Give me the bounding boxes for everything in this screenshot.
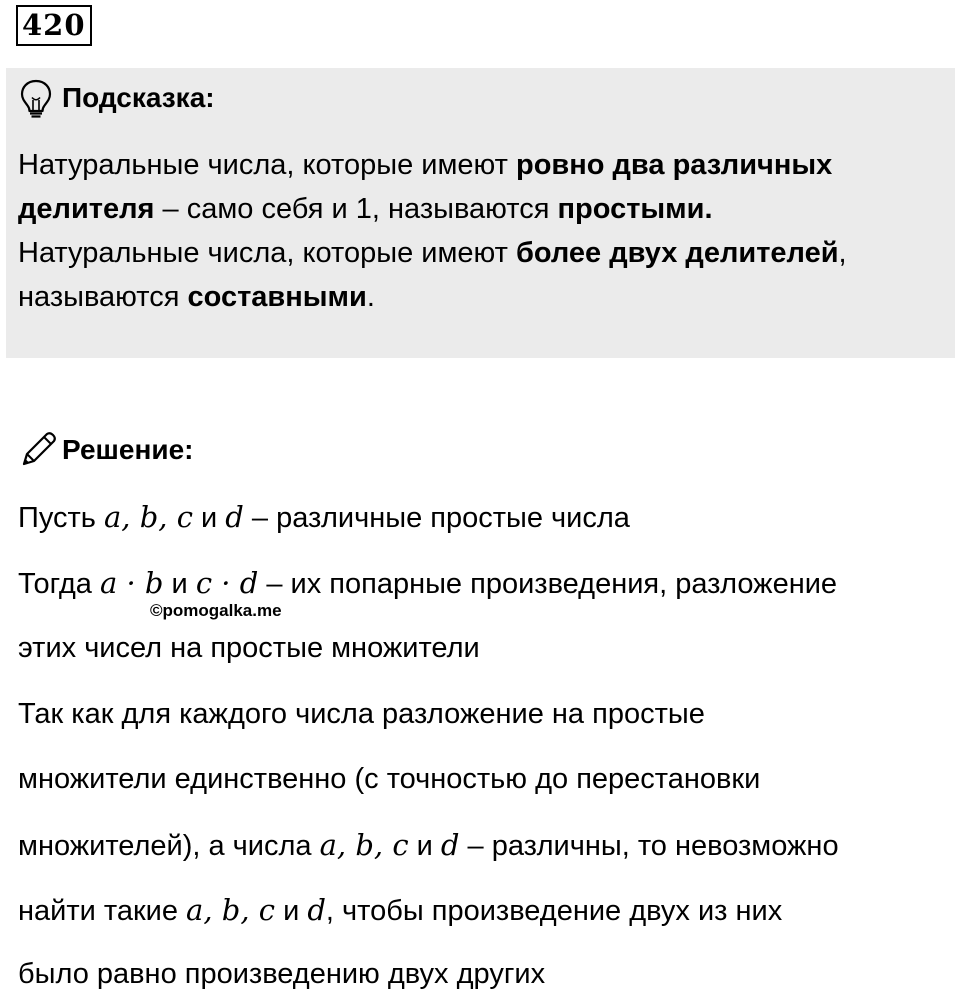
solution-text: найти такие bbox=[18, 895, 187, 927]
math-product: a · b bbox=[99, 566, 164, 600]
hint-term-prime: простыми. bbox=[557, 193, 713, 225]
solution-text: и bbox=[163, 568, 196, 600]
solution-text: и bbox=[408, 830, 441, 862]
solution-line-3: этих чисел на простые множители bbox=[18, 632, 480, 664]
solution-text: – различные простые числа bbox=[243, 502, 630, 534]
lightbulb-icon bbox=[18, 78, 54, 118]
solution-line-7 bbox=[18, 890, 782, 931]
solution-text: – их попарные произведения, разложение bbox=[258, 568, 838, 600]
hint-text-part: , называются bbox=[18, 237, 847, 313]
solution-text: Тогда bbox=[18, 568, 100, 600]
solution-line-8: было равно произведению двух других bbox=[18, 958, 546, 990]
hint-term-prime-definition: ровно два различных делителя bbox=[18, 149, 833, 225]
math-variables: a, b, c bbox=[103, 500, 193, 534]
solution-text: , чтобы произведение двух из них bbox=[325, 895, 783, 927]
hint-text-part: – само себя и 1, называются bbox=[154, 193, 558, 225]
solution-line-2 bbox=[18, 563, 837, 604]
solution-heading bbox=[18, 430, 193, 470]
math-variable: d bbox=[440, 828, 460, 862]
math-variables: a, b, c bbox=[319, 828, 409, 862]
hint-text bbox=[18, 143, 943, 319]
hint-heading-text: Подсказка: bbox=[62, 82, 215, 113]
hint-heading bbox=[18, 78, 215, 118]
solution-text: и bbox=[192, 502, 226, 534]
hint-text-part: Натуральные числа, которые имеют bbox=[18, 149, 516, 181]
problem-number: 420 bbox=[16, 5, 92, 46]
solution-line-1 bbox=[18, 497, 630, 538]
solution-line-5: множители единственно (с точностью до перестановки bbox=[18, 763, 761, 795]
math-variables: a, b, c bbox=[186, 893, 276, 927]
hint-term-composite: составными bbox=[187, 281, 367, 313]
pencil-icon bbox=[18, 430, 54, 470]
solution-line-4: Так как для каждого числа разложение на простые bbox=[18, 698, 705, 730]
solution-text: множителей), а числа bbox=[18, 830, 320, 862]
hint-term-composite-definition: более двух делителей bbox=[515, 237, 839, 269]
solution-text: Пусть bbox=[18, 502, 104, 534]
watermark: ©pomogalka.me bbox=[150, 601, 282, 620]
solution-text: и bbox=[275, 895, 308, 927]
solution-heading-text: Решение: bbox=[62, 434, 194, 465]
hint-text-part: Натуральные числа, которые имеют bbox=[18, 237, 516, 269]
hint-text-part: . bbox=[366, 281, 375, 313]
solution-line-6 bbox=[18, 825, 839, 866]
math-variable: d bbox=[307, 893, 326, 927]
math-variable: d bbox=[225, 500, 244, 534]
solution-text: – различны, то невозможно bbox=[459, 830, 839, 862]
math-product: c · d bbox=[195, 566, 259, 600]
